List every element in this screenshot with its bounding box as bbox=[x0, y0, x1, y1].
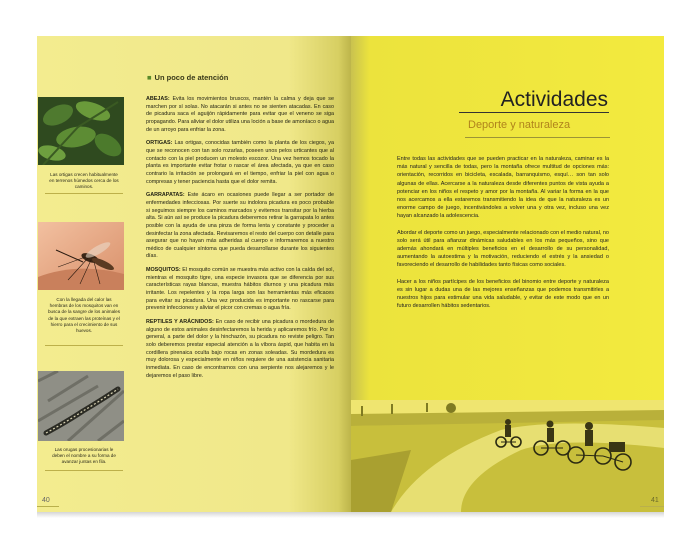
page-number-divider bbox=[37, 506, 59, 507]
mosquito-caption: Con la llegada del calor las hembras de los mosquitos van en busca de la sangre de los animales de la que extraen las proteínas y el hierro para el crecimiento de sus huevos. bbox=[48, 297, 121, 334]
paragraph-text: Este ácaro en ocasiones puede llegar a ser portador de enfermedades infecciosas. Por suerte su indolora picadura es poco probable si seguimos siempre los caminos marcados y evitemos transitar por la hierba alta. Si aún así se produce la picadura deberemos retirar la garrapata lo antes posible con la ayuda de una pinza de forma lenta y constante y proceder a desinfectar la zona afectada. Revisaremos el resto del cuerpo con detalle para asegurar que no hayan más adheridas al cuerpo e informaremos a nuestro médico de cualquier síntoma que pueda desarrollarse durante los siguientes días. bbox=[146, 192, 334, 260]
caption-divider bbox=[45, 193, 123, 194]
page-number-divider bbox=[640, 506, 664, 507]
paragraph-head: ABEJAS: bbox=[146, 96, 170, 102]
nettle-caption: Las ortigas crecen habitualmente en terrenos húmedos cerca de los caminos. bbox=[49, 172, 119, 190]
page-title: Actividades bbox=[500, 88, 608, 111]
paragraph-text: Las ortigas, conocidas también como la planta de los ciegos, ya que se reconocen con tan solo rozarlas, poseen unos pelos urticantes que al contacto con la piel producen un molesto escozor. Una vez hemos tocado la planta es importante evitar frotar o rascar el área afectada, ya que en caso contrario la irritación se prolongará en el tiempo, enfriar la piel con agua o compresas y tener paciencia hasta que el dolor remita. bbox=[146, 140, 334, 185]
nettle-photo bbox=[38, 97, 124, 165]
paragraph-garrapatas bbox=[146, 192, 334, 261]
right-paragraph: Abordar el deporte como un juego, especialmente relacionado con el medio natural, no solo será útil para afianzar dinámicas saludables en los más pequeños, sino que además ahondará en múltiples beneficios en el desarrollo de su personalidad, aumentando la autoestima y la motivación, reduciendo el estrés y la ansiedad o favoreciendo el desarrollo de habilidades tanto físicas como sociales. bbox=[397, 229, 609, 269]
paragraph-text: El mosquito común se muestra más activo con la caída del sol, mientras el mosquito tigre, una especie invasora que se diferencia por sus características rayas blancas, muestra hábitos diurnos y una picadura más irritante. Los repelentes y la ropa larga son las herramientas más eficaces para evitar su picadura. Una vez producida es importante no rascarse para prevenir infecciones y aliviar el picor con cremas o agua fría. bbox=[146, 267, 334, 312]
right-paragraph: Hacer a los niños partícipes de los beneficios del binomio entre deporte y naturaleza es sin lugar a dudas una de las mejores enseñanzas que podemos transmitirles a nuestros hijos para estimular una vida saludable, y evitar de este modo que en un futuro desarrollen hábitos sedentarios. bbox=[397, 278, 609, 310]
caterpillar-photo bbox=[38, 371, 124, 441]
section-title-text: Un poco de atención bbox=[154, 73, 229, 82]
paragraph-text: En caso de recibir una picadura o mordedura de alguno de estos animales desinfectaremos la herida y aplicaremos frío. Por lo general, a parte del dolor y la hinchazón, su picadura no reviste peligro. Tan solo deberemos prestar especial atención a la víbora áspid, que habita en la cordillera pirenaica oculta bajo rocas en zonas soleadas. Su mordedura es muy dolorosa y especialmente en niños requiere de una asistencia sanitaria inmediata. En caso de encontrarnos con una serpiente nos alejaremos y le dejaremos el paso libre. bbox=[146, 319, 334, 379]
paragraph-head: MOSQUITOS: bbox=[146, 267, 181, 274]
paragraph-abejas bbox=[146, 96, 334, 134]
paragraph-ortigas bbox=[146, 140, 334, 186]
paragraph-head: ORTIGAS: bbox=[146, 140, 173, 147]
page-number-left: 40 bbox=[42, 497, 50, 504]
right-paragraph: Entre todas las actividades que se pueden practicar en la naturaleza, caminar es la más natural y sencilla de todas, pero la montaña ofrece multitud de opciones más: orientación, recorridos en bicicleta, escalada, barranquismo, esquí… son tan solo algunas de ellas. Acercarse a la naturaleza desde diferentes puntos de vista ayuda a potenciar en los niños el respeto y amor por la montaña. Al variar la forma en la que nos acercamos a ella estaremos transmitiendo la idea de que la naturaleza es un enorme campo de juego, incentivándoles a volver una y otra vez, incluso una vez hayan alcanzado la adolescencia. bbox=[397, 156, 609, 220]
caterpillar-caption: Las orugas procesionarias le deben el nombre a su forma de avanzar juntas en fila. bbox=[52, 447, 116, 465]
title-divider bbox=[459, 112, 609, 113]
paragraph-mosquitos bbox=[146, 267, 334, 313]
mosquito-photo bbox=[38, 222, 124, 290]
paragraph-text: Evita los movimientos bruscos, mantén la calma y deja que se marchen por sí solas. No atacarán si antes no se sienten atacadas. En caso de picadura saca el aguijón rápidamente para evitar que el veneno se siga propagando. Para aliviar el dolor utiliza una loción a base de amoníaco o agua de un arroyo para enfriar la zona. bbox=[146, 96, 334, 133]
right-text-column bbox=[397, 155, 609, 318]
paragraph-head: GARRAPATAS: bbox=[146, 192, 185, 199]
section-title bbox=[147, 73, 228, 82]
caption-divider bbox=[45, 470, 123, 471]
subtitle-divider bbox=[465, 137, 610, 138]
paragraph-head: REPTILES Y ARÁCNIDOS: bbox=[146, 319, 214, 326]
page-number-right: 41 bbox=[651, 497, 659, 504]
cyclists-photo bbox=[351, 400, 664, 512]
caption-divider bbox=[45, 345, 123, 346]
page-subtitle: Deporte y naturaleza bbox=[468, 119, 571, 131]
left-text-column bbox=[146, 96, 334, 386]
page-shadow bbox=[37, 512, 664, 518]
paragraph-reptiles bbox=[146, 319, 334, 380]
bullet-icon: ■ bbox=[147, 73, 152, 82]
